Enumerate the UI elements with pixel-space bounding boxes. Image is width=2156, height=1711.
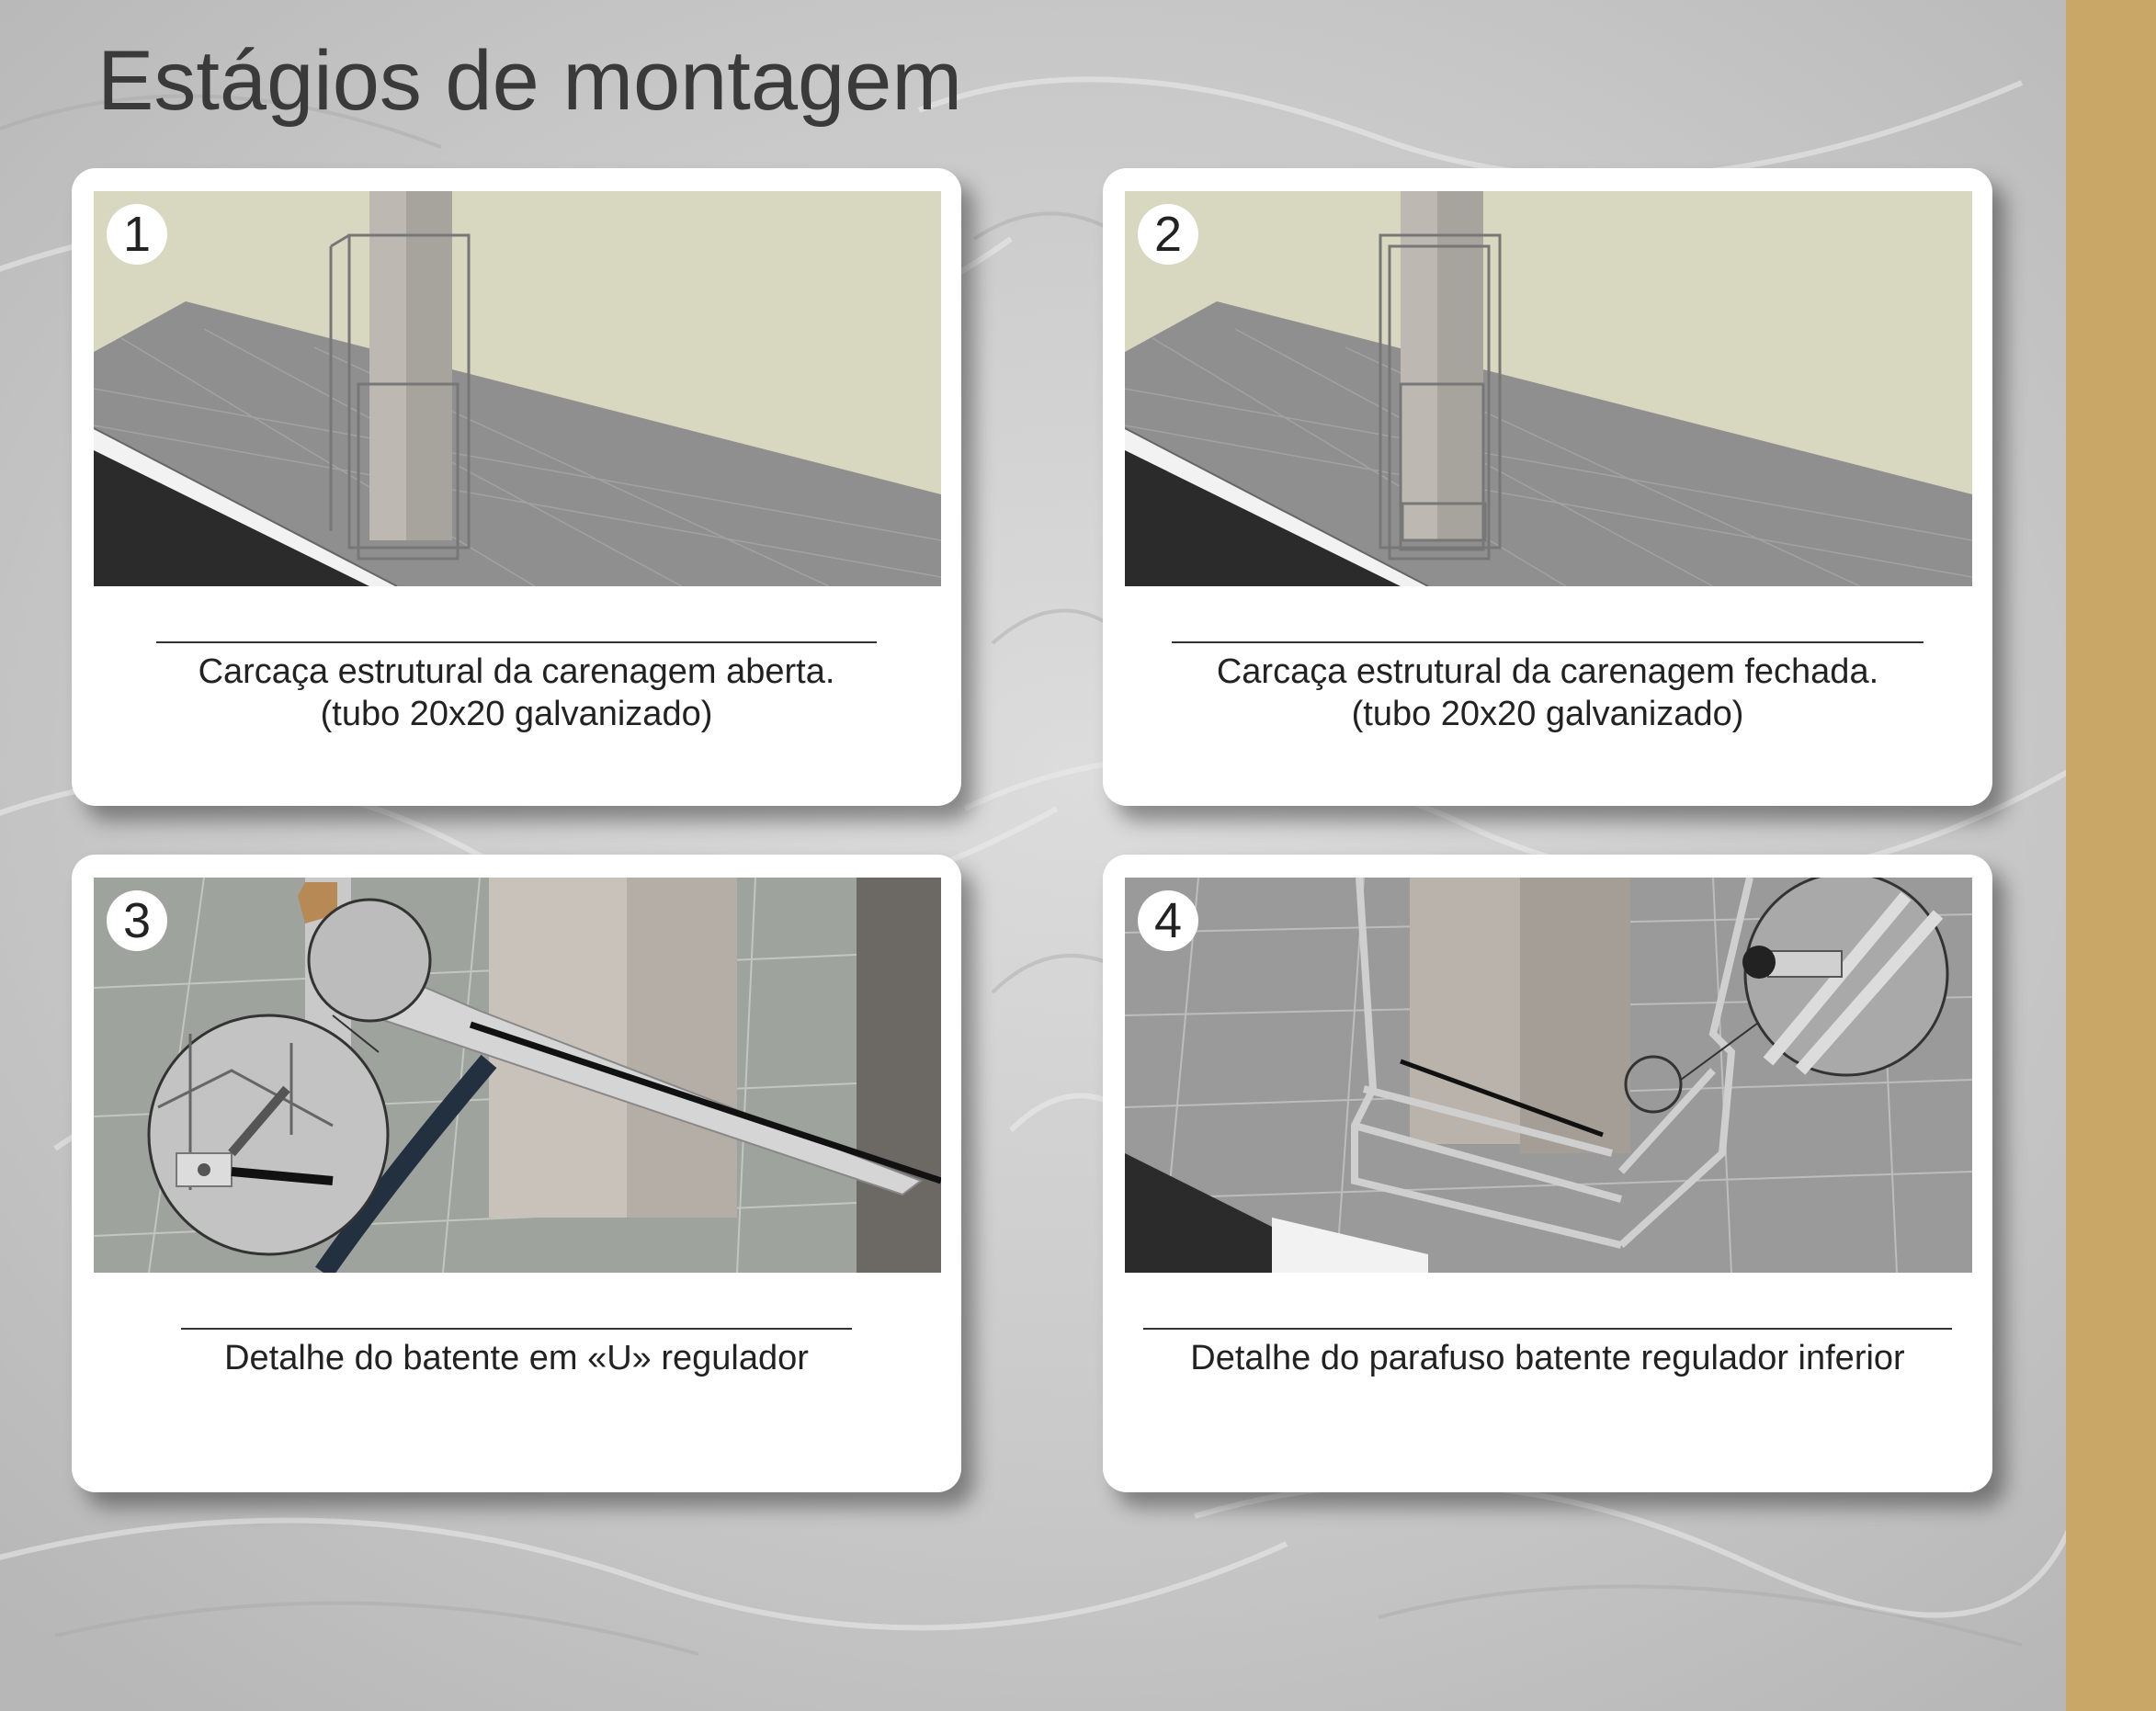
stage-number-badge: 3	[107, 890, 167, 951]
caption-line-2: (tubo 20x20 galvanizado)	[1351, 695, 1744, 733]
stage-caption	[72, 641, 961, 735]
caption-line-1: Detalhe do parafuso batente regulador inferior	[1190, 1339, 1905, 1377]
caption-divider	[156, 641, 877, 643]
stage-number-badge: 4	[1138, 890, 1198, 951]
stage-card-2	[1103, 168, 1992, 806]
stage-card-1	[72, 168, 961, 806]
stage-caption	[72, 1328, 961, 1379]
stage-3-illustration	[94, 878, 941, 1273]
stage-number-badge: 2	[1138, 204, 1198, 265]
caption-line-2: (tubo 20x20 galvanizado)	[320, 695, 713, 733]
caption-divider	[1172, 641, 1923, 643]
caption-line-1: Detalhe do batente em «U» regulador	[224, 1339, 809, 1377]
stage-card-3	[72, 855, 961, 1492]
caption-divider	[181, 1328, 852, 1330]
stage-1-illustration	[94, 191, 941, 586]
caption-line-1: Carcaça estrutural da carenagem aberta.	[198, 652, 835, 691]
accent-side-bar	[2066, 0, 2156, 1711]
stage-caption	[1103, 641, 1992, 735]
caption-divider	[1143, 1328, 1952, 1330]
caption-line-1: Carcaça estrutural da carenagem fechada.	[1216, 652, 1879, 691]
stage-2-illustration	[1125, 191, 1972, 586]
stage-card-4	[1103, 855, 1992, 1492]
page-title: Estágios de montagem	[97, 34, 962, 128]
stage-caption	[1103, 1328, 1992, 1379]
stage-4-illustration	[1125, 878, 1972, 1273]
stage-number-badge: 1	[107, 204, 167, 265]
